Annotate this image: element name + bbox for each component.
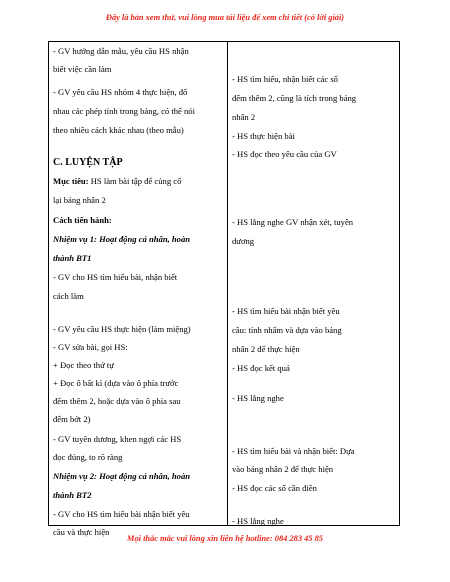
text-line: - HS lắng nghe: [232, 393, 284, 403]
task-heading: thành BT2: [53, 490, 92, 500]
objective-line: [53, 175, 181, 188]
text-line: - HS lắng nghe: [232, 516, 284, 526]
text-line: - GV sửa bài, gọi HS:: [53, 342, 128, 352]
text-line: - GV yêu cầu HS nhóm 4 thực hiện, đố: [53, 87, 188, 97]
text-line: + Đọc ô bất kì (dựa vào ô phía trước: [53, 378, 179, 388]
text-line: - GV yêu cầu HS thực hiện (làm miệng): [53, 324, 191, 334]
text-line: cầu: tính nhẩm và dựa vào bảng: [232, 325, 342, 335]
text-line: - HS đọc kết quả: [232, 363, 290, 373]
column-divider: [227, 42, 228, 525]
text-line: - HS tìm hiểu, nhận biết các số: [232, 74, 338, 84]
text-line: theo nhiều cách khác nhau (theo mẫu): [53, 125, 184, 135]
task-heading: Nhiệm vụ 1: Hoạt động cá nhân, hoàn: [53, 234, 191, 244]
text-line: - HS đọc theo yêu cầu của GV: [232, 149, 337, 159]
text-line: - HS tìm hiểu bài và nhận biết: Dựa: [232, 446, 355, 456]
text-line: đếm bớt 2): [53, 414, 91, 424]
text-line: biết việc cần làm: [53, 64, 112, 74]
lesson-table: [48, 41, 400, 537]
text-line: - GV hướng dẫn mẫu, yêu cầu HS nhận: [53, 46, 189, 56]
hotline-footer-banner: Mọi thắc mắc vui lòng xin liên hệ hotline: 084 283 45 85: [127, 534, 323, 543]
text-line: - HS đọc các số cần điền: [232, 483, 317, 493]
text-line: - HS lắng nghe GV nhận xét, tuyên: [232, 217, 354, 227]
preview-notice-banner: Đây là bản xem thử, vui lòng mua tài liệu để xem chi tiết (có lời giải): [105, 13, 345, 22]
task-heading: Nhiệm vụ 2: Hoạt động cá nhân, hoàn: [53, 471, 191, 481]
text-line: - GV tuyên dương, khen ngợi các HS: [53, 434, 182, 444]
text-line: lại bảng nhân 2: [53, 195, 106, 205]
text-line: đếm thêm 2, hoặc dựa vào ô phía sau: [53, 396, 181, 406]
section-heading: C. LUYỆN TẬP: [53, 157, 123, 168]
objective-label: Mục tiêu:: [53, 176, 89, 186]
text-line: nhân 2: [232, 112, 256, 122]
text-line: - HS tìm hiểu bài nhận biết yêu: [232, 306, 340, 316]
text-line: nhau các phép tính trong bảng, có thể nói: [53, 106, 195, 116]
text-line: nhân 2 để thực hiện: [232, 344, 300, 354]
text-line: - HS thực hiện bài: [232, 131, 295, 141]
text-line: cầu và thực hiện: [53, 527, 110, 537]
task-heading: thành BT1: [53, 253, 92, 263]
text-line: đọc đúng, to rõ ràng: [53, 452, 123, 462]
text-line: đếm thêm 2, cũng là tích trong bảng: [232, 93, 357, 103]
objective-text: HS làm bài tập để củng cố: [88, 176, 182, 186]
text-line: - GV cho HS tìm hiểu bài nhận biết yêu: [53, 509, 190, 519]
text-line: dương: [232, 236, 255, 246]
text-line: cách làm: [53, 291, 84, 301]
procedure-label: Cách tiến hành:: [53, 215, 112, 225]
text-line: - GV cho HS tìm hiểu bài, nhận biết: [53, 272, 178, 282]
text-line: + Đọc theo thứ tự: [53, 360, 114, 370]
text-line: vào bảng nhân 2 để thực hiện: [232, 464, 334, 474]
